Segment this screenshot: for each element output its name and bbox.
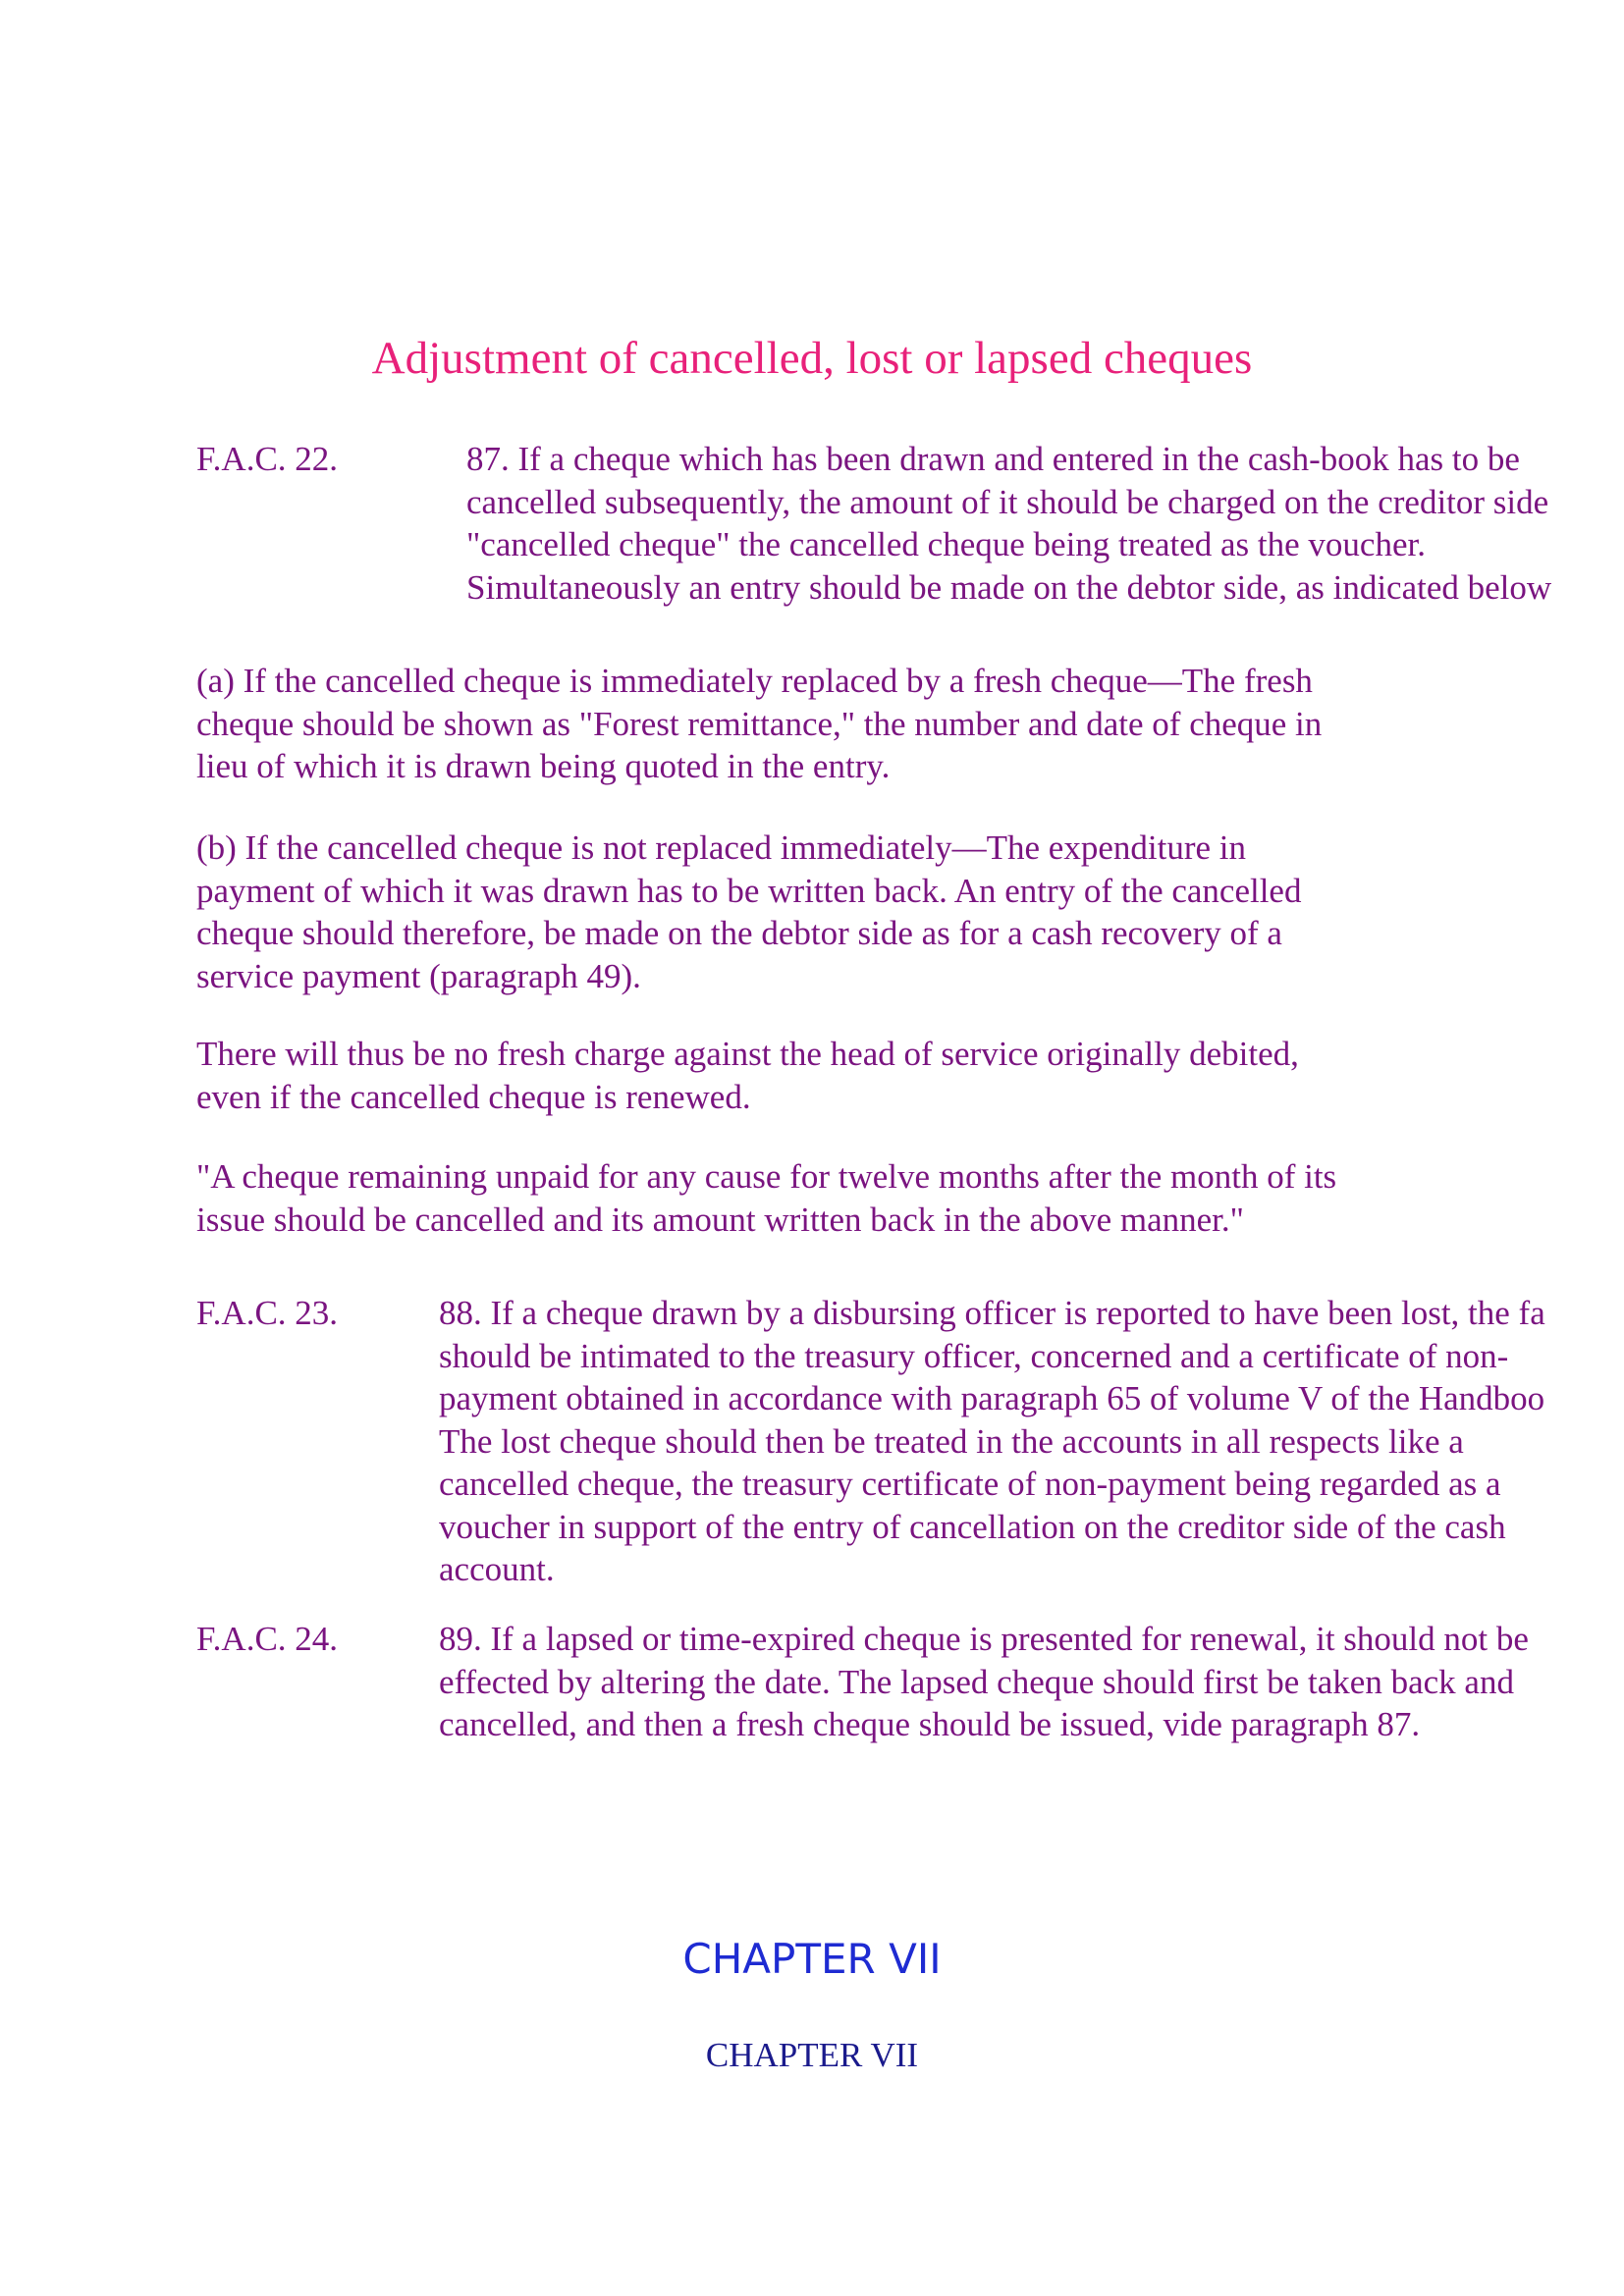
- chapter-heading-secondary: CHAPTER VII: [705, 2036, 919, 2074]
- paragraph-88-line: 88. If a cheque drawn by a disbursing officer is reported to have been lost, the fa: [439, 1294, 1545, 1332]
- fac-22-reference: F.A.C. 22.: [196, 440, 339, 478]
- paragraph-no-fresh-charge-line: There will thus be no fresh charge against the head of service originally debited,: [196, 1035, 1299, 1073]
- paragraph-88-line: account.: [439, 1550, 555, 1588]
- paragraph-a-line: lieu of which it is drawn being quoted in the entry.: [196, 747, 891, 785]
- paragraph-no-fresh-charge: [196, 1033, 1434, 1118]
- paragraph-a-line: (a) If the cancelled cheque is immediately replaced by a fresh cheque—The fresh: [196, 662, 1313, 700]
- section-heading: Adjustment of cancelled, lost or lapsed cheques: [371, 333, 1253, 384]
- paragraph-a-line: cheque should be shown as "Forest remittance," the number and date of cheque in: [196, 704, 1323, 743]
- paragraph-b-line: cheque should therefore, be made on the debtor side as for a cash recovery of a: [196, 914, 1282, 952]
- paragraph-89: [439, 1618, 1529, 1746]
- paragraph-b-line: service payment (paragraph 49).: [196, 956, 641, 995]
- paragraph-quote-line: "A cheque remaining unpaid for any cause for twelve months after the month of its: [196, 1157, 1337, 1196]
- paragraph-no-fresh-charge-line: even if the cancelled cheque is renewed.: [196, 1077, 751, 1116]
- paragraph-b-line: (b) If the cancelled cheque is not replaced immediately—The expenditure in: [196, 828, 1246, 867]
- fac-23-reference: F.A.C. 23.: [196, 1294, 339, 1332]
- paragraph-88-line: should be intimated to the treasury officer, concerned and a certificate of non-: [439, 1336, 1509, 1375]
- paragraph-88-line: cancelled cheque, the treasury certificate of non-payment being regarded as a: [439, 1465, 1501, 1503]
- paragraph-89-line: effected by altering the date. The lapsed cheque should first be taken back and: [439, 1662, 1514, 1701]
- paragraph-87-line: cancelled subsequently, the amount of it should be charged on the creditor side: [466, 482, 1549, 521]
- paragraph-88-line: voucher in support of the entry of cancellation on the creditor side of the cash: [439, 1507, 1506, 1546]
- paragraph-unpaid-cheque-quote: [196, 1155, 1434, 1241]
- paragraph-b: [196, 827, 1434, 997]
- paragraph-quote-line: issue should be cancelled and its amount written back in the above manner.": [196, 1200, 1244, 1239]
- paragraph-88: [439, 1292, 1545, 1591]
- fac-24-reference: F.A.C. 24.: [196, 1620, 339, 1658]
- paragraph-a: [196, 660, 1434, 788]
- paragraph-89-line: 89. If a lapsed or time-expired cheque is presented for renewal, it should not be: [439, 1620, 1529, 1658]
- paragraph-b-line: payment of which it was drawn has to be written back. An entry of the cancelled: [196, 871, 1302, 910]
- paragraph-87: [466, 438, 1551, 609]
- paragraph-88-line: payment obtained in accordance with paragraph 65 of volume V of the Handboo: [439, 1379, 1545, 1417]
- paragraph-89-line: cancelled, and then a fresh cheque should be issued, vide paragraph 87.: [439, 1705, 1421, 1743]
- paragraph-87-line: 87. If a cheque which has been drawn and entered in the cash-book has to be: [466, 440, 1520, 478]
- chapter-heading-primary: CHAPTER VII: [682, 1935, 942, 1983]
- paragraph-87-line: "cancelled cheque" the cancelled cheque being treated as the voucher.: [466, 525, 1426, 563]
- paragraph-88-line: The lost cheque should then be treated in the accounts in all respects like a: [439, 1421, 1464, 1461]
- paragraph-87-line: Simultaneously an entry should be made on the debtor side, as indicated below: [466, 567, 1552, 607]
